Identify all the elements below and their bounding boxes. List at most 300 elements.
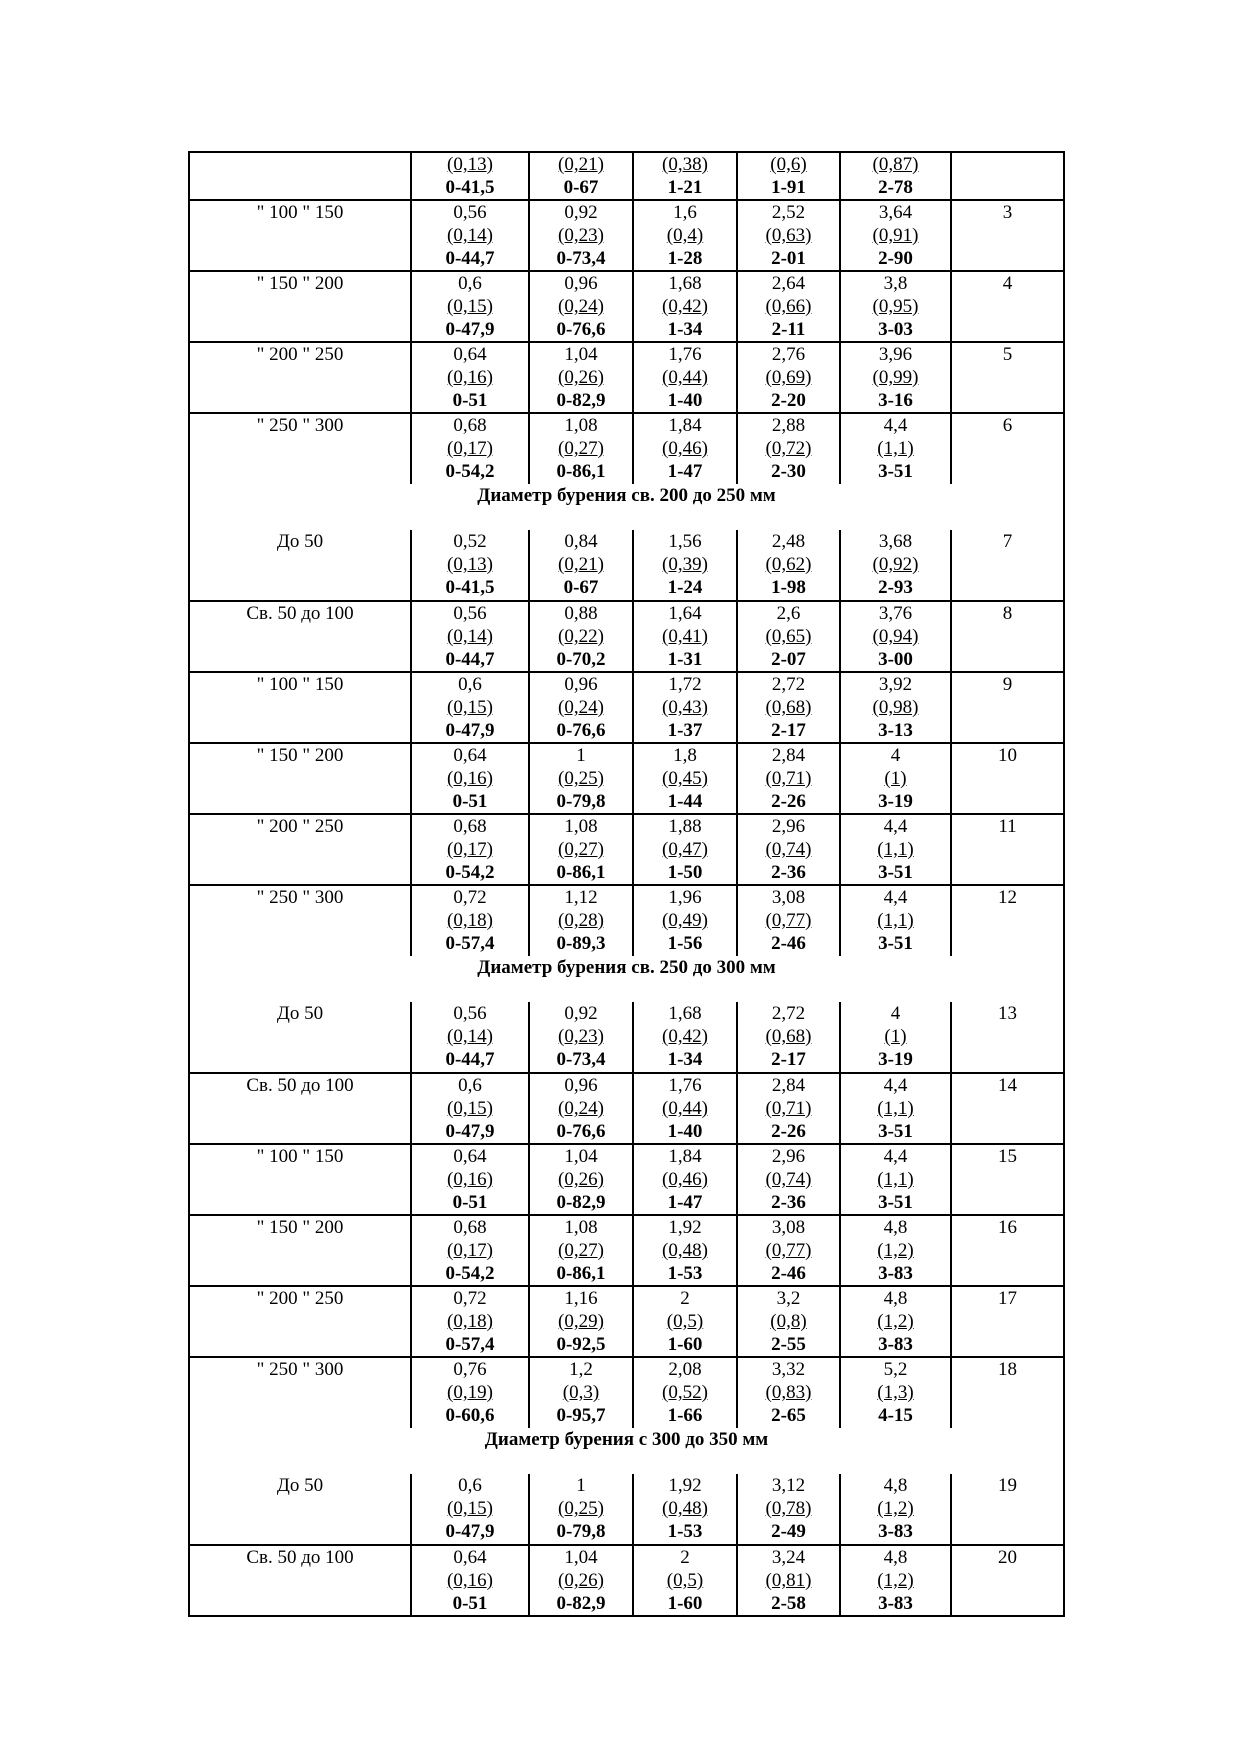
row-number: 10 — [951, 743, 1064, 814]
price-value: 0-82,9 — [556, 1192, 606, 1213]
value-cell — [529, 885, 633, 956]
price-value: 2-17 — [771, 720, 806, 741]
main-value: 1,16 — [564, 1288, 598, 1309]
main-value: 2,6 — [776, 603, 801, 624]
main-value: 3,08 — [771, 1217, 806, 1238]
value-cell — [840, 200, 951, 271]
price-value: 3-19 — [878, 791, 913, 812]
price-value: 0-89,3 — [556, 933, 606, 954]
table-row — [189, 413, 1064, 484]
main-value: 0,56 — [453, 202, 487, 223]
price-value: 2-65 — [771, 1405, 806, 1426]
price-value: 0-76,6 — [556, 1121, 606, 1142]
price-value: 1-44 — [667, 791, 703, 812]
value-cell — [737, 1357, 840, 1428]
main-value: 0,72 — [453, 887, 487, 908]
value-cell — [737, 1215, 840, 1286]
paren-value: (0,14) — [447, 626, 493, 647]
depth-range-label: " 100 " 150 — [189, 200, 411, 271]
value-cell — [633, 271, 737, 342]
main-value: 2,48 — [771, 531, 806, 552]
price-value: 2-55 — [771, 1334, 806, 1355]
row-number: 15 — [951, 1144, 1064, 1215]
price-value: 3-83 — [878, 1334, 913, 1355]
main-value: 0,6 — [458, 273, 482, 294]
paren-value: (0,14) — [447, 1026, 493, 1047]
paren-value: (0,15) — [447, 1098, 493, 1119]
main-value: 4,4 — [883, 1146, 908, 1167]
paren-value: (0,19) — [447, 1382, 493, 1403]
paren-value: (0,4) — [666, 225, 704, 246]
price-value: 0-86,1 — [556, 1263, 606, 1284]
price-value: 0-54,2 — [445, 1263, 495, 1284]
paren-value: (0,91) — [872, 225, 919, 246]
value-cell — [529, 530, 633, 601]
value-cell — [633, 1002, 737, 1073]
value-cell — [529, 1357, 633, 1428]
value-cell — [737, 1144, 840, 1215]
table-row — [189, 200, 1064, 271]
price-value: 1-53 — [667, 1521, 703, 1542]
price-value: 0-51 — [452, 791, 488, 812]
main-value: 4,4 — [883, 816, 908, 837]
value-cell — [633, 530, 737, 601]
main-value: 1,88 — [668, 816, 702, 837]
paren-value: (1,1) — [877, 438, 914, 459]
paren-value: (0,94) — [872, 626, 919, 647]
paren-value: (0,44) — [662, 1098, 708, 1119]
value-cell — [737, 413, 840, 484]
paren-value: (0,98) — [872, 697, 919, 718]
price-value: 0-86,1 — [556, 461, 606, 482]
depth-range-label: " 250 " 300 — [189, 1357, 411, 1428]
price-value: 3-51 — [878, 1121, 913, 1142]
price-value: 2-07 — [771, 649, 806, 670]
paren-value: (0,13) — [447, 554, 493, 575]
value-cell — [411, 1144, 529, 1215]
value-cell — [737, 1286, 840, 1357]
row-number: 6 — [951, 413, 1064, 484]
paren-value: (0,13) — [447, 154, 493, 175]
price-value: 0-57,4 — [445, 1334, 495, 1355]
section-heading-row — [189, 956, 1064, 1002]
main-value: 5,2 — [883, 1359, 908, 1380]
price-value: 0-76,6 — [556, 720, 606, 741]
paren-value: (0,21) — [558, 154, 604, 175]
main-value: 0,6 — [458, 1075, 482, 1096]
value-cell — [411, 342, 529, 413]
value-cell — [737, 743, 840, 814]
paren-value: (0,77) — [765, 910, 812, 931]
main-value: 1,08 — [564, 415, 598, 436]
price-value: 2-36 — [771, 862, 806, 883]
value-cell — [633, 1073, 737, 1144]
main-value: 1,6 — [673, 202, 697, 223]
main-value: 3,2 — [776, 1288, 801, 1309]
value-cell — [633, 885, 737, 956]
paren-value: (0,28) — [558, 910, 604, 931]
value-cell — [411, 271, 529, 342]
value-cell — [737, 1002, 840, 1073]
price-value: 0-82,9 — [556, 1593, 606, 1614]
paren-value: (0,66) — [765, 296, 812, 317]
paren-value: (0,99) — [872, 367, 919, 388]
paren-value: (0,74) — [765, 1169, 812, 1190]
main-value: 1,84 — [668, 415, 702, 436]
depth-range-label: " 250 " 300 — [189, 885, 411, 956]
value-cell — [633, 1474, 737, 1545]
value-cell — [840, 885, 951, 956]
paren-value: (0,47) — [662, 839, 708, 860]
value-cell — [737, 672, 840, 743]
section-heading: Диаметр бурения св. 200 до 250 мм — [189, 484, 1064, 530]
value-cell — [633, 1357, 737, 1428]
depth-range-label: Св. 50 до 100 — [189, 1545, 411, 1616]
main-value: 4,8 — [883, 1288, 908, 1309]
price-value: 2-93 — [878, 577, 913, 598]
value-cell — [737, 1073, 840, 1144]
paren-value: (0,87) — [872, 154, 919, 175]
row-number: 13 — [951, 1002, 1064, 1073]
value-cell — [840, 814, 951, 885]
paren-value: (0,45) — [662, 768, 708, 789]
table-row — [189, 530, 1064, 601]
main-value: 1,72 — [668, 674, 702, 695]
paren-value: (0,38) — [662, 154, 708, 175]
price-value: 3-83 — [878, 1263, 913, 1284]
main-value: 2,72 — [771, 1003, 806, 1024]
value-cell — [411, 743, 529, 814]
row-number: 14 — [951, 1073, 1064, 1144]
price-value: 0-51 — [452, 1192, 488, 1213]
depth-range-label: До 50 — [189, 1474, 411, 1545]
main-value: 1,04 — [564, 344, 598, 365]
value-cell — [633, 601, 737, 672]
row-number: 8 — [951, 601, 1064, 672]
price-value: 2-49 — [771, 1521, 806, 1542]
paren-value: (0,23) — [558, 225, 604, 246]
depth-range-label: " 100 " 150 — [189, 1144, 411, 1215]
paren-value: (1,2) — [877, 1570, 914, 1591]
main-value: 3,64 — [878, 202, 913, 223]
table-row — [189, 152, 1064, 200]
depth-range-label: " 150 " 200 — [189, 743, 411, 814]
value-cell — [737, 814, 840, 885]
price-value: 1-66 — [667, 1405, 703, 1426]
main-value: 3,96 — [878, 344, 913, 365]
table-row — [189, 601, 1064, 672]
main-value: 0,6 — [458, 674, 482, 695]
main-value: 0,72 — [453, 1288, 487, 1309]
value-cell — [840, 1357, 951, 1428]
depth-range-label: " 100 " 150 — [189, 672, 411, 743]
paren-value: (0,41) — [662, 626, 708, 647]
price-value: 1-34 — [667, 319, 703, 340]
price-value: 0-73,4 — [556, 1049, 606, 1070]
price-value: 0-95,7 — [556, 1405, 606, 1426]
main-value: 0,96 — [564, 1075, 598, 1096]
main-value: 1,08 — [564, 816, 598, 837]
value-cell — [840, 601, 951, 672]
value-cell — [411, 1286, 529, 1357]
paren-value: (0,17) — [447, 1240, 493, 1261]
value-cell — [529, 1286, 633, 1357]
main-value: 3,32 — [771, 1359, 806, 1380]
norms-table — [188, 151, 1065, 1617]
value-cell — [840, 152, 951, 200]
paren-value: (0,74) — [765, 839, 812, 860]
paren-value: (0,77) — [765, 1240, 812, 1261]
price-value: 3-83 — [878, 1521, 913, 1542]
table-row — [189, 1474, 1064, 1545]
value-cell — [633, 743, 737, 814]
price-value: 0-82,9 — [556, 390, 606, 411]
price-value: 2-26 — [771, 1121, 806, 1142]
main-value: 2,84 — [771, 745, 806, 766]
paren-value: (0,24) — [558, 697, 604, 718]
main-value: 3,12 — [771, 1475, 806, 1496]
value-cell — [411, 885, 529, 956]
value-cell — [737, 342, 840, 413]
value-cell — [411, 1002, 529, 1073]
price-value: 3-00 — [878, 649, 913, 670]
paren-value: (0,24) — [558, 296, 604, 317]
main-value: 2,52 — [771, 202, 806, 223]
main-value: 0,64 — [453, 745, 487, 766]
price-value: 1-98 — [771, 577, 806, 598]
price-value: 0-44,7 — [445, 649, 495, 670]
main-value: 3,8 — [883, 273, 908, 294]
main-value: 1,08 — [564, 1217, 598, 1238]
value-cell — [737, 885, 840, 956]
paren-value: (0,24) — [558, 1098, 604, 1119]
paren-value: (0,78) — [765, 1498, 812, 1519]
table-row — [189, 1545, 1064, 1616]
paren-value: (0,62) — [765, 554, 812, 575]
price-value: 1-50 — [667, 862, 703, 883]
paren-value: (0,71) — [765, 1098, 812, 1119]
price-value: 3-51 — [878, 933, 913, 954]
paren-value: (0,26) — [558, 367, 604, 388]
price-value: 1-40 — [667, 1121, 703, 1142]
table-row — [189, 1002, 1064, 1073]
paren-value: (0,26) — [558, 1570, 604, 1591]
paren-value: (0,21) — [558, 554, 604, 575]
paren-value: (0,43) — [662, 697, 708, 718]
row-number: 9 — [951, 672, 1064, 743]
value-cell — [529, 271, 633, 342]
main-value: 4,4 — [883, 1075, 908, 1096]
section-heading-row — [189, 1428, 1064, 1474]
value-cell — [411, 1215, 529, 1286]
value-cell — [529, 1002, 633, 1073]
section-heading: Диаметр бурения св. 250 до 300 мм — [189, 956, 1064, 1002]
main-value: 2,88 — [771, 415, 806, 436]
price-value: 4-15 — [878, 1405, 913, 1426]
paren-value: (0,92) — [872, 554, 919, 575]
main-value: 0,56 — [453, 1003, 487, 1024]
value-cell — [840, 530, 951, 601]
main-value: 1,92 — [668, 1217, 702, 1238]
value-cell — [840, 1215, 951, 1286]
depth-range-label: " 250 " 300 — [189, 413, 411, 484]
paren-value: (0,14) — [447, 225, 493, 246]
value-cell — [737, 601, 840, 672]
main-value: 1,68 — [668, 273, 702, 294]
price-value: 3-19 — [878, 1049, 913, 1070]
main-value: 2,64 — [771, 273, 806, 294]
main-value: 0,68 — [453, 415, 487, 436]
price-value: 0-67 — [563, 577, 599, 598]
section-heading-row — [189, 484, 1064, 530]
price-value: 2-11 — [771, 319, 806, 340]
main-value: 1,04 — [564, 1547, 598, 1568]
price-value: 0-60,6 — [445, 1405, 495, 1426]
value-cell — [529, 1545, 633, 1616]
price-value: 0-54,2 — [445, 461, 495, 482]
table-row — [189, 1357, 1064, 1428]
row-number: 11 — [951, 814, 1064, 885]
depth-range-label: Св. 50 до 100 — [189, 601, 411, 672]
paren-value: (0,42) — [662, 1026, 708, 1047]
main-value: 1,12 — [564, 887, 598, 908]
table-row — [189, 342, 1064, 413]
value-cell — [411, 152, 529, 200]
price-value: 0-47,9 — [445, 720, 495, 741]
main-value: 0,84 — [564, 531, 598, 552]
paren-value: (0,27) — [558, 1240, 604, 1261]
row-number — [951, 152, 1064, 200]
price-value: 0-47,9 — [445, 319, 495, 340]
main-value: 0,68 — [453, 816, 487, 837]
main-value: 0,76 — [453, 1359, 487, 1380]
main-value: 2,76 — [771, 344, 806, 365]
price-value: 0-57,4 — [445, 933, 495, 954]
value-cell — [411, 200, 529, 271]
main-value: 0,68 — [453, 1217, 487, 1238]
price-value: 2-30 — [771, 461, 806, 482]
value-cell — [411, 1357, 529, 1428]
table-row — [189, 672, 1064, 743]
paren-value: (1) — [884, 768, 907, 789]
main-value: 2,72 — [771, 674, 806, 695]
price-value: 3-51 — [878, 862, 913, 883]
paren-value: (0,15) — [447, 697, 493, 718]
value-cell — [737, 271, 840, 342]
paren-value: (0,3) — [562, 1382, 600, 1403]
main-value: 1 — [576, 1475, 586, 1496]
value-cell — [840, 1474, 951, 1545]
table-row — [189, 814, 1064, 885]
price-value: 0-47,9 — [445, 1521, 495, 1542]
value-cell — [633, 413, 737, 484]
main-value: 2 — [680, 1288, 690, 1309]
paren-value: (0,16) — [447, 1169, 493, 1190]
main-value: 1,84 — [668, 1146, 702, 1167]
value-cell — [737, 200, 840, 271]
depth-range-label: До 50 — [189, 1002, 411, 1073]
price-value: 3-51 — [878, 461, 913, 482]
price-value: 0-44,7 — [445, 248, 495, 269]
main-value: 1,56 — [668, 531, 702, 552]
table-row — [189, 1073, 1064, 1144]
value-cell — [633, 1286, 737, 1357]
paren-value: (0,5) — [666, 1570, 704, 1591]
price-value: 1-31 — [667, 649, 703, 670]
price-value: 1-47 — [667, 1192, 703, 1213]
price-value: 2-46 — [771, 1263, 806, 1284]
value-cell — [840, 1002, 951, 1073]
value-cell — [737, 1545, 840, 1616]
paren-value: (0,27) — [558, 438, 604, 459]
price-value: 1-47 — [667, 461, 703, 482]
paren-value: (0,42) — [662, 296, 708, 317]
value-cell — [840, 1073, 951, 1144]
price-value: 2-20 — [771, 390, 806, 411]
price-value: 0-44,7 — [445, 1049, 495, 1070]
value-cell — [633, 814, 737, 885]
price-value: 1-37 — [667, 720, 703, 741]
value-cell — [529, 413, 633, 484]
main-value: 2,84 — [771, 1075, 806, 1096]
paren-value: (0,8) — [770, 1311, 807, 1332]
depth-range-label: " 200 " 250 — [189, 342, 411, 413]
price-value: 3-83 — [878, 1593, 913, 1614]
value-cell — [529, 152, 633, 200]
price-value: 2-58 — [771, 1593, 806, 1614]
price-value: 0-41,5 — [445, 577, 495, 598]
value-cell — [529, 601, 633, 672]
paren-value: (1) — [884, 1026, 907, 1047]
row-number: 19 — [951, 1474, 1064, 1545]
row-number: 17 — [951, 1286, 1064, 1357]
paren-value: (0,81) — [765, 1570, 812, 1591]
table-row — [189, 271, 1064, 342]
value-cell — [529, 672, 633, 743]
price-value: 1-40 — [667, 390, 703, 411]
value-cell — [411, 672, 529, 743]
main-value: 4,4 — [883, 887, 908, 908]
table-row — [189, 743, 1064, 814]
main-value: 3,92 — [878, 674, 913, 695]
value-cell — [840, 342, 951, 413]
paren-value: (1,2) — [877, 1311, 914, 1332]
paren-value: (0,68) — [765, 1026, 812, 1047]
price-value: 1-34 — [667, 1049, 703, 1070]
price-value: 0-51 — [452, 1593, 488, 1614]
price-value: 1-53 — [667, 1263, 703, 1284]
value-cell — [633, 1215, 737, 1286]
value-cell — [411, 1073, 529, 1144]
price-value: 1-91 — [771, 177, 806, 198]
main-value: 1,2 — [569, 1359, 593, 1380]
value-cell — [840, 743, 951, 814]
value-cell — [529, 1215, 633, 1286]
paren-value: (0,6) — [770, 154, 807, 175]
depth-range-label: " 200 " 250 — [189, 814, 411, 885]
price-value: 0-73,4 — [556, 248, 606, 269]
price-value: 3-16 — [878, 390, 913, 411]
main-value: 0,88 — [564, 603, 598, 624]
main-value: 0,64 — [453, 344, 487, 365]
price-value: 1-28 — [667, 248, 703, 269]
main-value: 4 — [890, 745, 901, 766]
paren-value: (0,15) — [447, 1498, 493, 1519]
value-cell — [633, 152, 737, 200]
main-value: 1,76 — [668, 1075, 702, 1096]
paren-value: (1,2) — [877, 1240, 914, 1261]
value-cell — [411, 814, 529, 885]
